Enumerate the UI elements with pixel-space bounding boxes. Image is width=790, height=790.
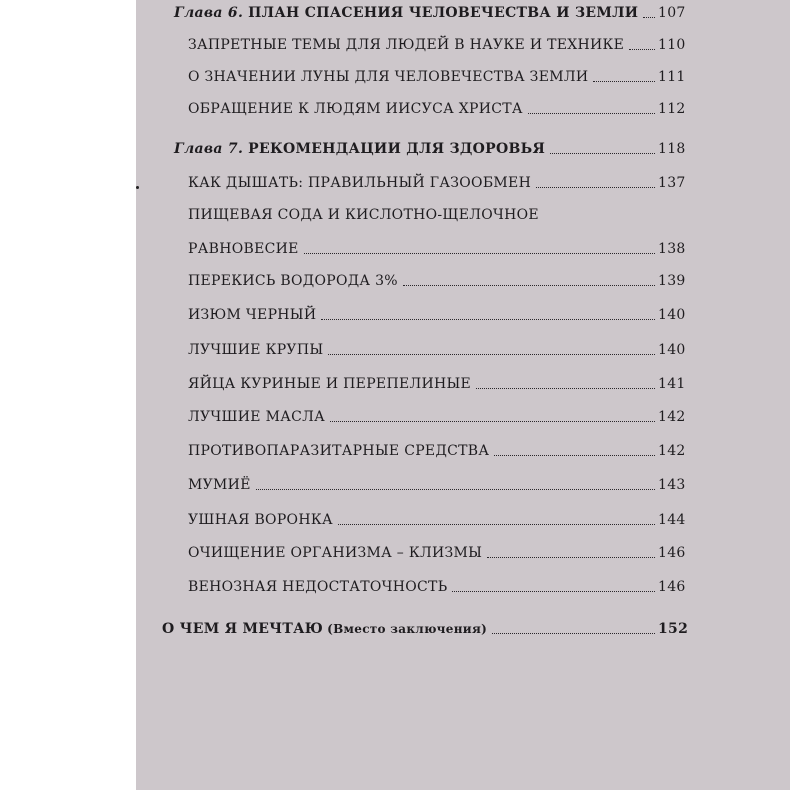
toc-entry <box>188 94 684 118</box>
dot-leader <box>256 488 655 490</box>
entry-title: КАК ДЫШАТЬ: ПРАВИЛЬНЫЙ ГАЗООБМЕН <box>188 175 532 191</box>
toc-entry <box>188 436 684 460</box>
entry-title: ВЕНОЗНАЯ НЕДОСТАТОЧНОСТЬ <box>188 579 448 595</box>
entry-title: ПЕРЕКИСЬ ВОДОРОДА 3% <box>188 273 398 289</box>
entry-title: ЯЙЦА КУРИНЫЕ И ПЕРЕПЕЛИНЫЕ <box>188 376 472 392</box>
toc-entry <box>188 30 684 54</box>
page-number: 143 <box>658 477 686 493</box>
book-page <box>136 0 790 790</box>
entry-title: РАВНОВЕСИЕ <box>188 241 299 257</box>
conclusion-subtitle: (Вместо заключения) <box>327 622 488 636</box>
dot-leader <box>476 387 655 389</box>
entry-title: ПРОТИВОПАРАЗИТАРНЫЕ СРЕДСТВА <box>188 443 490 459</box>
page-number: 144 <box>658 512 686 528</box>
page-number: 152 <box>658 621 689 637</box>
toc-entry <box>188 266 684 290</box>
chapter-label: Глава 7. <box>174 141 244 157</box>
page-number: 140 <box>658 307 686 323</box>
entry-title: ИЗЮМ ЧЕРНЫЙ <box>188 307 317 323</box>
toc-entry <box>188 300 684 324</box>
dot-leader <box>338 523 655 525</box>
toc-entry <box>188 168 684 192</box>
page-number: 137 <box>658 175 686 191</box>
toc-chapter-6 <box>174 0 684 22</box>
dot-leader <box>330 420 655 422</box>
page-number: 112 <box>658 101 686 117</box>
page-number: 146 <box>658 545 686 561</box>
dot-leader <box>492 632 655 634</box>
toc-conclusion <box>162 614 689 638</box>
entry-title: ОЧИЩЕНИЕ ОРГАНИЗМА – КЛИЗМЫ <box>188 545 483 561</box>
page-number: 140 <box>658 342 686 358</box>
entry-title: О ЗНАЧЕНИИ ЛУНЫ ДЛЯ ЧЕЛОВЕЧЕСТВА ЗЕМЛИ <box>188 69 589 85</box>
entry-title: МУМИЁ <box>188 477 251 493</box>
page-number: 138 <box>658 241 686 257</box>
entry-title: ОБРАЩЕНИЕ К ЛЮДЯМ ИИСУСА ХРИСТА <box>188 101 523 117</box>
toc-entry <box>188 62 684 86</box>
page-number: 142 <box>658 409 686 425</box>
page-number: 142 <box>658 443 686 459</box>
entry-title: ПИЩЕВАЯ СОДА И КИСЛОТНО-ЩЕЛОЧНОЕ <box>188 207 539 223</box>
entry-title: ЛУЧШИЕ КРУПЫ <box>188 342 324 358</box>
toc-entry <box>188 538 684 562</box>
page-number: 118 <box>658 141 686 157</box>
page-number: 111 <box>658 69 686 85</box>
toc-entry-line-1 <box>188 200 684 224</box>
table-of-contents <box>136 0 790 790</box>
chapter-title: ПЛАН СПАСЕНИЯ ЧЕЛОВЕЧЕСТВА И ЗЕМЛИ <box>248 5 639 21</box>
conclusion-title: О ЧЕМ Я МЕЧТАЮ <box>162 621 324 637</box>
entry-title: ЛУЧШИЕ МАСЛА <box>188 409 326 425</box>
dot-leader <box>528 112 655 114</box>
dot-leader <box>643 16 655 18</box>
dot-leader <box>550 152 655 154</box>
dot-leader <box>487 556 655 558</box>
dot-leader <box>304 252 655 254</box>
dot-leader <box>328 353 655 355</box>
page-number: 107 <box>658 5 686 21</box>
dot-leader <box>629 48 655 50</box>
toc-entry <box>188 505 684 529</box>
toc-entry <box>188 470 684 494</box>
chapter-label: Глава 6. <box>174 5 244 21</box>
toc-chapter-7 <box>174 134 684 158</box>
page-number: 146 <box>658 579 686 595</box>
page-number: 139 <box>658 273 686 289</box>
toc-entry <box>188 572 684 596</box>
entry-title: УШНАЯ ВОРОНКА <box>188 512 333 528</box>
dot-leader <box>403 284 655 286</box>
dot-leader <box>593 80 655 82</box>
page-number: 110 <box>658 37 686 53</box>
toc-entry <box>188 402 684 426</box>
dot-leader <box>321 318 655 320</box>
toc-entry <box>188 335 684 359</box>
entry-title: ЗАПРЕТНЫЕ ТЕМЫ ДЛЯ ЛЮДЕЙ В НАУКЕ И ТЕХНИКЕ <box>188 37 625 53</box>
dot-leader <box>494 454 655 456</box>
toc-entry-line-2 <box>188 234 684 258</box>
page-number: 141 <box>658 376 686 392</box>
toc-entry <box>188 369 684 393</box>
dot-leader <box>452 590 655 592</box>
chapter-title: РЕКОМЕНДАЦИИ ДЛЯ ЗДОРОВЬЯ <box>248 141 546 157</box>
dot-leader <box>536 186 655 188</box>
